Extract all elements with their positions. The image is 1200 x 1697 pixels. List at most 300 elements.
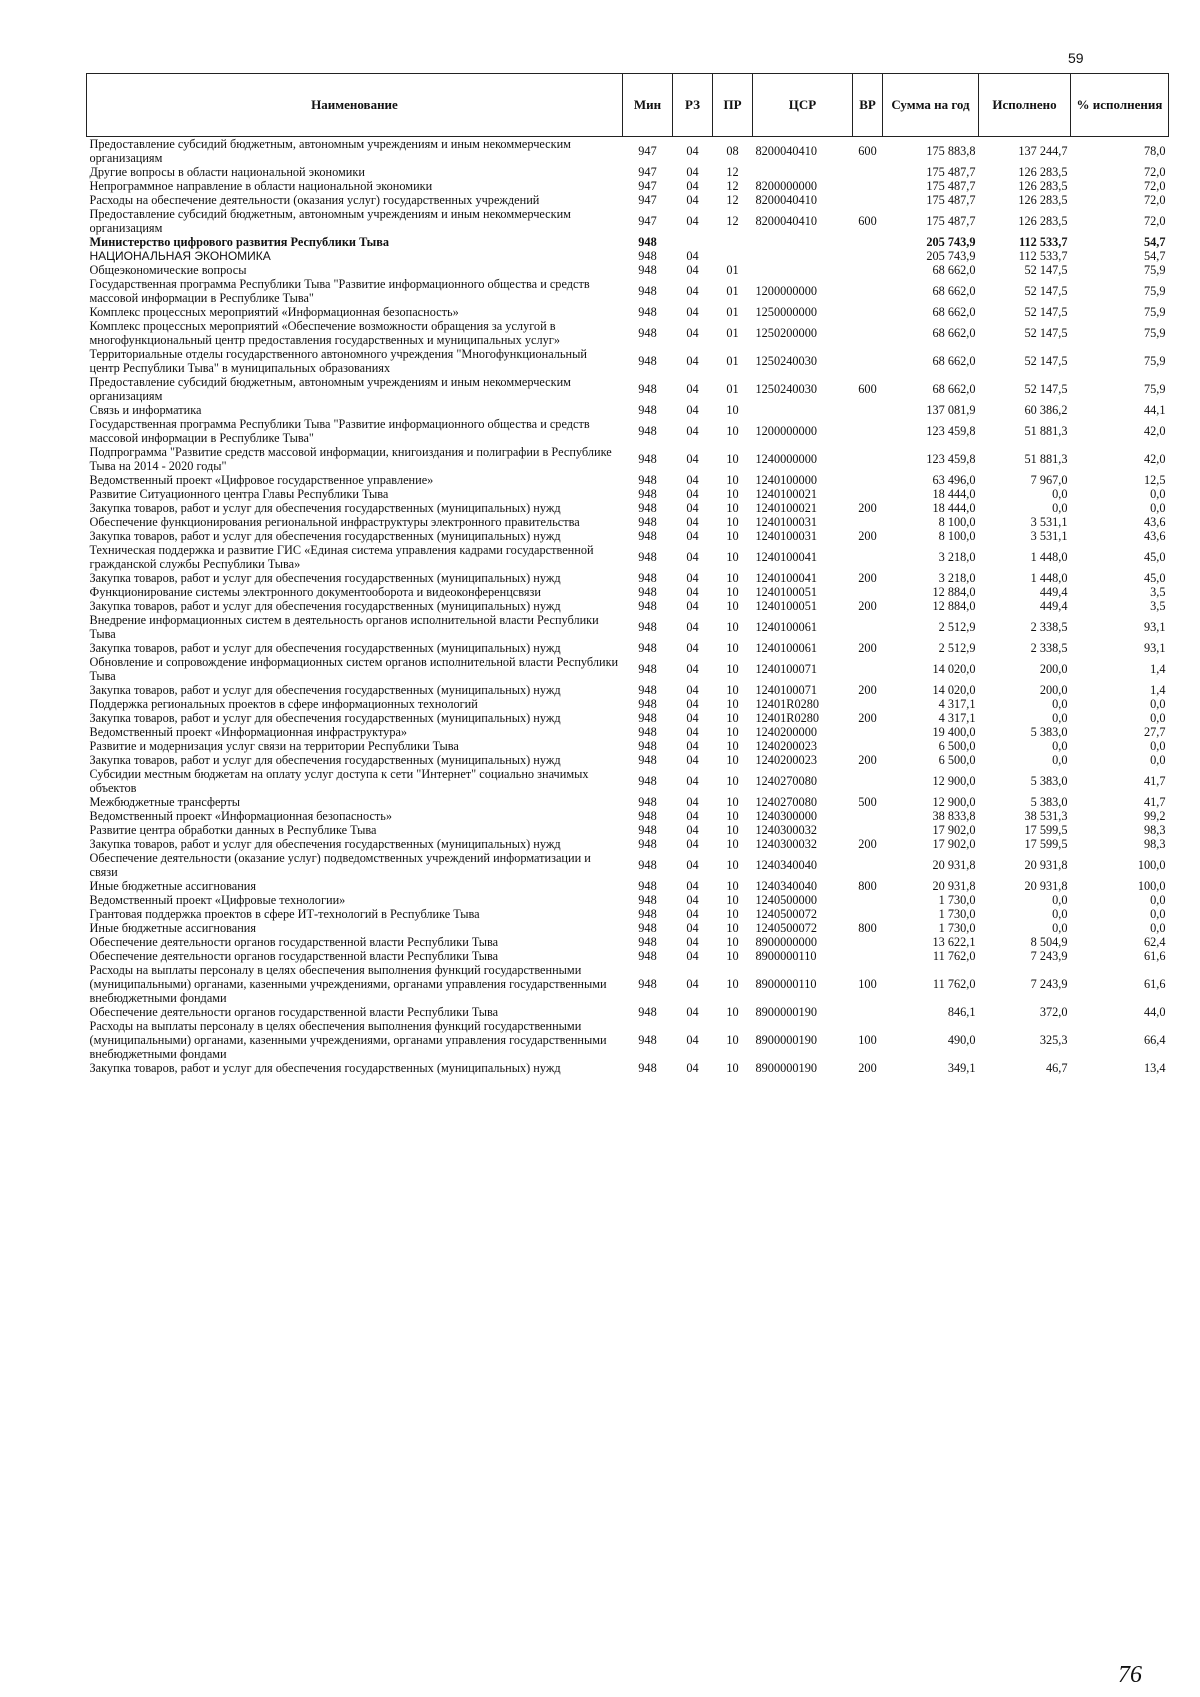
cell-executed: 52 147,5 — [1024, 354, 1068, 368]
table-row — [87, 921, 1169, 935]
cell-rz: 04 — [686, 382, 699, 396]
cell-csr: 1240300000 — [755, 809, 817, 823]
cell-name: Закупка товаров, работ и услуг для обеспечения государственных (муниципальных) нужд — [89, 641, 561, 655]
cell-csr: 1250200000 — [755, 326, 817, 340]
page-number: 59 — [1068, 50, 1084, 66]
cell-min: 948 — [638, 837, 657, 851]
cell-percent: 13,4 — [1143, 1061, 1166, 1075]
table-row — [87, 963, 1169, 1005]
cell-pr: 10 — [726, 473, 739, 487]
cell-executed: 112 533,7 — [1018, 249, 1068, 263]
cell-rz: 04 — [686, 179, 699, 193]
cell-sum: 12 900,0 — [932, 774, 976, 788]
cell-csr: 1240100071 — [755, 683, 817, 697]
cell-min: 948 — [638, 620, 657, 634]
cell-vr — [853, 809, 883, 823]
cell-min: 948 — [638, 452, 657, 466]
cell-csr: 1250240030 — [755, 382, 817, 396]
cell-csr: 8200040410 — [755, 193, 817, 207]
cell-sum: 175 487,7 — [926, 179, 976, 193]
cell-csr — [753, 403, 853, 417]
cell-min: 948 — [638, 515, 657, 529]
cell-sum: 68 662,0 — [932, 284, 976, 298]
cell-executed: 5 383,0 — [1030, 774, 1068, 788]
cell-vr — [853, 697, 883, 711]
cell-name: Закупка товаров, работ и услуг для обеспечения государственных (муниципальных) нужд — [89, 529, 561, 543]
cell-sum: 3 218,0 — [938, 571, 976, 585]
cell-sum: 20 931,8 — [932, 858, 976, 872]
cell-name: Другие вопросы в области национальной экономики — [89, 165, 365, 179]
cell-name: Предоставление субсидий бюджетным, автономным учреждениям и иным некоммерческим организациям — [89, 207, 571, 235]
cell-vr: 200 — [858, 501, 877, 515]
cell-percent: 0,0 — [1150, 501, 1166, 515]
cell-name: Ведомственный проект «Информационная безопасность» — [89, 809, 393, 823]
cell-csr — [753, 235, 853, 249]
cell-rz: 04 — [686, 879, 699, 893]
cell-percent: 44,0 — [1143, 1005, 1166, 1019]
cell-csr: 8200040410 — [755, 214, 817, 228]
cell-min: 948 — [638, 1061, 657, 1075]
budget-table — [86, 73, 1169, 1075]
cell-rz: 04 — [686, 424, 699, 438]
cell-percent: 62,4 — [1143, 935, 1166, 949]
cell-pr: 10 — [726, 662, 739, 676]
cell-executed: 60 386,2 — [1024, 403, 1068, 417]
cell-min: 948 — [638, 697, 657, 711]
table-row — [87, 305, 1169, 319]
cell-min: 948 — [638, 711, 657, 725]
cell-pr: 10 — [726, 977, 739, 991]
cell-rz: 04 — [686, 753, 699, 767]
cell-min: 948 — [638, 529, 657, 543]
cell-rz: 04 — [686, 403, 699, 417]
cell-executed: 372,0 — [1039, 1005, 1068, 1019]
cell-name: Непрограммное направление в области национальной экономики — [89, 179, 433, 193]
cell-percent: 43,6 — [1143, 515, 1166, 529]
cell-executed: 1 448,0 — [1030, 550, 1068, 564]
cell-vr — [853, 235, 883, 249]
table-row — [87, 655, 1169, 683]
cell-min: 948 — [638, 641, 657, 655]
table-row — [87, 571, 1169, 585]
cell-pr: 10 — [726, 795, 739, 809]
cell-executed: 0,0 — [1052, 753, 1068, 767]
table-row — [87, 193, 1169, 207]
cell-executed: 449,4 — [1039, 585, 1068, 599]
cell-csr: 1240100031 — [755, 515, 817, 529]
cell-executed: 3 531,1 — [1030, 515, 1068, 529]
cell-vr — [853, 305, 883, 319]
cell-vr — [853, 725, 883, 739]
header-vr: ВР — [853, 74, 883, 137]
cell-pr: 10 — [726, 753, 739, 767]
table-row — [87, 277, 1169, 305]
cell-executed: 0,0 — [1052, 921, 1068, 935]
cell-executed: 126 283,5 — [1018, 179, 1068, 193]
cell-name: Обеспечение деятельности органов государственной власти Республики Тыва — [89, 935, 499, 949]
cell-executed: 0,0 — [1052, 501, 1068, 515]
cell-percent: 78,0 — [1143, 144, 1166, 158]
cell-pr: 10 — [726, 515, 739, 529]
table-row — [87, 809, 1169, 823]
cell-csr: 1240100021 — [755, 501, 817, 515]
cell-sum: 6 500,0 — [938, 753, 976, 767]
cell-vr — [853, 277, 883, 305]
cell-pr: 10 — [726, 697, 739, 711]
cell-name: Закупка товаров, работ и услуг для обеспечения государственных (муниципальных) нужд — [89, 683, 561, 697]
cell-min: 947 — [638, 193, 657, 207]
cell-name: Закупка товаров, работ и услуг для обеспечения государственных (муниципальных) нужд — [89, 571, 561, 585]
cell-rz: 04 — [686, 550, 699, 564]
cell-executed: 2 338,5 — [1030, 641, 1068, 655]
cell-csr: 8200040410 — [755, 144, 817, 158]
table-row — [87, 501, 1169, 515]
cell-pr: 10 — [726, 809, 739, 823]
header-pr: ПР — [713, 74, 753, 137]
cell-sum: 38 833,8 — [932, 809, 976, 823]
header-csr: ЦСР — [753, 74, 853, 137]
cell-name: Расходы на выплаты персоналу в целях обеспечения выполнения функций государственными (муниципальными) органами, казенными учреждениями, органами управления государственными внебюджетными фондами — [89, 1019, 607, 1061]
cell-csr: 8900000190 — [755, 1061, 817, 1075]
cell-rz: 04 — [686, 949, 699, 963]
cell-executed: 20 931,8 — [1024, 858, 1068, 872]
cell-vr — [853, 851, 883, 879]
cell-pr: 10 — [726, 711, 739, 725]
cell-vr: 200 — [858, 837, 877, 851]
cell-min: 948 — [638, 879, 657, 893]
cell-sum: 17 902,0 — [932, 823, 976, 837]
cell-sum: 18 444,0 — [932, 487, 976, 501]
cell-vr — [853, 487, 883, 501]
cell-vr — [853, 445, 883, 473]
cell-name: Обеспечение деятельности (оказание услуг) подведомственных учреждений информатизации и связи — [89, 851, 591, 879]
cell-rz: 04 — [686, 214, 699, 228]
cell-csr: 8200000000 — [755, 179, 817, 193]
cell-pr: 10 — [726, 501, 739, 515]
cell-csr: 1240100071 — [755, 662, 817, 676]
cell-csr: 1240300032 — [755, 837, 817, 851]
cell-name: Поддержка региональных проектов в сфере информационных технологий — [89, 697, 478, 711]
cell-name: Обеспечение деятельности органов государственной власти Республики Тыва — [89, 1005, 499, 1019]
cell-vr — [853, 543, 883, 571]
table-row — [87, 837, 1169, 851]
cell-rz: 04 — [686, 774, 699, 788]
table-row — [87, 697, 1169, 711]
header-sum: Сумма на год — [883, 74, 979, 137]
cell-pr: 08 — [726, 144, 739, 158]
cell-percent: 0,0 — [1150, 893, 1166, 907]
cell-sum: 4 317,1 — [938, 697, 976, 711]
cell-percent: 0,0 — [1150, 921, 1166, 935]
cell-percent: 72,0 — [1143, 193, 1166, 207]
cell-executed: 7 967,0 — [1030, 473, 1068, 487]
cell-csr: 1240270080 — [755, 795, 817, 809]
cell-executed: 51 881,3 — [1024, 424, 1068, 438]
cell-csr: 1200000000 — [755, 284, 817, 298]
cell-executed: 112 533,7 — [1018, 235, 1068, 249]
cell-name: Общеэкономические вопросы — [89, 263, 247, 277]
cell-sum: 11 762,0 — [932, 977, 976, 991]
cell-percent: 93,1 — [1143, 620, 1166, 634]
cell-pr: 01 — [726, 305, 739, 319]
cell-percent: 3,5 — [1150, 585, 1166, 599]
header-name: Наименование — [87, 74, 623, 137]
cell-executed: 52 147,5 — [1024, 263, 1068, 277]
cell-vr: 200 — [858, 571, 877, 585]
cell-percent: 0,0 — [1150, 753, 1166, 767]
cell-csr: 1200000000 — [755, 424, 817, 438]
cell-pr: 12 — [726, 165, 739, 179]
cell-sum: 2 512,9 — [938, 620, 976, 634]
cell-name: Расходы на выплаты персоналу в целях обеспечения выполнения функций государственными (муниципальными) органами, казенными учреждениями, органами управления государственными внебюджетными фондами — [89, 963, 607, 1005]
cell-executed: 52 147,5 — [1024, 326, 1068, 340]
table-row — [87, 599, 1169, 613]
cell-percent: 41,7 — [1143, 795, 1166, 809]
table-row — [87, 683, 1169, 697]
cell-vr — [853, 613, 883, 641]
cell-name: Территориальные отделы государственного автономного учреждения "Многофункциональный центр Республики Тыва" в муниципальных образованиях — [89, 347, 587, 375]
cell-sum: 175 487,7 — [926, 193, 976, 207]
cell-name: Ведомственный проект «Информационная инфраструктура» — [89, 725, 408, 739]
cell-sum: 12 884,0 — [932, 585, 976, 599]
cell-name: Развитие центра обработки данных в Республике Тыва — [89, 823, 377, 837]
cell-rz: 04 — [686, 683, 699, 697]
header-min: Мин — [623, 74, 673, 137]
cell-vr: 200 — [858, 641, 877, 655]
cell-vr — [853, 907, 883, 921]
cell-name: Обеспечение деятельности органов государственной власти Республики Тыва — [89, 949, 499, 963]
cell-rz: 04 — [686, 515, 699, 529]
cell-min: 948 — [638, 795, 657, 809]
cell-rz: 04 — [686, 165, 699, 179]
cell-min: 948 — [638, 921, 657, 935]
cell-executed: 5 383,0 — [1030, 795, 1068, 809]
cell-percent: 100,0 — [1137, 879, 1166, 893]
cell-sum: 205 743,9 — [926, 235, 976, 249]
cell-executed: 7 243,9 — [1030, 977, 1068, 991]
cell-pr: 10 — [726, 620, 739, 634]
cell-vr — [853, 935, 883, 949]
cell-vr — [853, 347, 883, 375]
cell-csr — [753, 165, 853, 179]
cell-vr: 200 — [858, 529, 877, 543]
cell-vr — [853, 823, 883, 837]
cell-executed: 126 283,5 — [1018, 165, 1068, 179]
cell-percent: 45,0 — [1143, 571, 1166, 585]
cell-vr: 200 — [858, 599, 877, 613]
cell-pr: 10 — [726, 858, 739, 872]
cell-rz: 04 — [686, 795, 699, 809]
cell-percent: 42,0 — [1143, 452, 1166, 466]
cell-name: Ведомственный проект «Цифровое государственное управление» — [89, 473, 434, 487]
cell-executed: 38 531,3 — [1024, 809, 1068, 823]
cell-min: 948 — [638, 935, 657, 949]
cell-percent: 0,0 — [1150, 697, 1166, 711]
table-row — [87, 641, 1169, 655]
cell-name: Иные бюджетные ассигнования — [89, 921, 257, 935]
table-row — [87, 935, 1169, 949]
cell-vr — [853, 585, 883, 599]
cell-pr: 10 — [726, 529, 739, 543]
cell-csr: 1240100041 — [755, 550, 817, 564]
cell-percent: 75,9 — [1143, 354, 1166, 368]
cell-csr: 1240000000 — [755, 452, 817, 466]
cell-pr: 10 — [726, 837, 739, 851]
cell-pr: 10 — [726, 739, 739, 753]
cell-executed: 0,0 — [1052, 907, 1068, 921]
cell-pr: 10 — [726, 1033, 739, 1047]
cell-executed: 0,0 — [1052, 893, 1068, 907]
cell-min: 947 — [638, 165, 657, 179]
cell-sum: 349,1 — [947, 1061, 976, 1075]
cell-min: 948 — [638, 823, 657, 837]
cell-pr: 10 — [726, 452, 739, 466]
cell-pr — [713, 235, 753, 249]
cell-vr — [853, 1005, 883, 1019]
cell-pr: 10 — [726, 907, 739, 921]
cell-percent: 75,9 — [1143, 263, 1166, 277]
cell-csr: 1240270080 — [755, 774, 817, 788]
cell-percent: 72,0 — [1143, 214, 1166, 228]
cell-rz: 04 — [686, 921, 699, 935]
cell-rz: 04 — [686, 907, 699, 921]
cell-vr: 200 — [858, 753, 877, 767]
cell-executed: 52 147,5 — [1024, 305, 1068, 319]
cell-name: Ведомственный проект «Цифровые технологии» — [89, 893, 346, 907]
cell-pr: 10 — [726, 424, 739, 438]
cell-sum: 846,1 — [947, 1005, 976, 1019]
cell-pr: 12 — [726, 193, 739, 207]
table-row — [87, 1061, 1169, 1075]
table-row — [87, 879, 1169, 893]
cell-percent: 100,0 — [1137, 858, 1166, 872]
cell-sum: 14 020,0 — [932, 683, 976, 697]
cell-rz: 04 — [686, 473, 699, 487]
cell-sum: 8 100,0 — [938, 529, 976, 543]
cell-percent: 0,0 — [1150, 487, 1166, 501]
cell-vr: 800 — [858, 879, 877, 893]
cell-pr: 10 — [726, 893, 739, 907]
cell-min: 948 — [638, 550, 657, 564]
cell-pr: 10 — [726, 879, 739, 893]
table-row — [87, 375, 1169, 403]
cell-name: Межбюджетные трансферты — [89, 795, 241, 809]
cell-csr: 1240340040 — [755, 858, 817, 872]
cell-min: 948 — [638, 249, 657, 263]
cell-percent: 0,0 — [1150, 739, 1166, 753]
cell-rz: 04 — [686, 858, 699, 872]
cell-rz: 04 — [686, 711, 699, 725]
table-row — [87, 137, 1169, 166]
cell-executed: 3 531,1 — [1030, 529, 1068, 543]
cell-vr — [853, 767, 883, 795]
cell-rz: 04 — [686, 263, 699, 277]
cell-csr: 1240100051 — [755, 585, 817, 599]
table-row — [87, 725, 1169, 739]
cell-sum: 1 730,0 — [938, 893, 976, 907]
cell-sum: 14 020,0 — [932, 662, 976, 676]
cell-min: 948 — [638, 949, 657, 963]
cell-csr: 1240100021 — [755, 487, 817, 501]
cell-rz: 04 — [686, 193, 699, 207]
cell-min: 948 — [638, 284, 657, 298]
cell-sum: 175 487,7 — [926, 214, 976, 228]
cell-vr — [853, 319, 883, 347]
cell-pr: 10 — [726, 1061, 739, 1075]
cell-vr — [853, 739, 883, 753]
cell-sum: 68 662,0 — [932, 354, 976, 368]
header-percent: % исполнения — [1071, 74, 1169, 137]
cell-sum: 8 100,0 — [938, 515, 976, 529]
cell-csr: 1240100031 — [755, 529, 817, 543]
cell-csr: 1240200023 — [755, 753, 817, 767]
cell-sum: 19 400,0 — [932, 725, 976, 739]
table-row — [87, 403, 1169, 417]
cell-name: Внедрение информационных систем в деятельность органов исполнительной власти Республики Тыва — [89, 613, 599, 641]
cell-rz: 04 — [686, 697, 699, 711]
cell-name: Техническая поддержка и развитие ГИС «Единая система управления кадрами государственной гражданской службы Республики Тыва» — [89, 543, 594, 571]
table-row — [87, 417, 1169, 445]
table-row — [87, 319, 1169, 347]
cell-min: 948 — [638, 907, 657, 921]
cell-vr — [853, 515, 883, 529]
cell-sum: 18 444,0 — [932, 501, 976, 515]
table-row — [87, 711, 1169, 725]
cell-name: Государственная программа Республики Тыва "Развитие информационного общества и средств массовой информации в Республике Тыва" — [89, 417, 590, 445]
cell-pr — [713, 249, 753, 263]
cell-name: Закупка товаров, работ и услуг для обеспечения государственных (муниципальных) нужд — [89, 753, 561, 767]
cell-pr: 10 — [726, 921, 739, 935]
cell-rz: 04 — [686, 1033, 699, 1047]
cell-executed: 449,4 — [1039, 599, 1068, 613]
cell-executed: 51 881,3 — [1024, 452, 1068, 466]
cell-min: 948 — [638, 683, 657, 697]
table-row — [87, 207, 1169, 235]
cell-vr — [853, 165, 883, 179]
cell-min: 948 — [638, 599, 657, 613]
cell-csr: 8900000190 — [755, 1005, 817, 1019]
cell-min: 947 — [638, 179, 657, 193]
cell-csr: 1250000000 — [755, 305, 817, 319]
cell-sum: 68 662,0 — [932, 326, 976, 340]
cell-csr: 8900000000 — [755, 935, 817, 949]
cell-sum: 123 459,8 — [926, 424, 976, 438]
cell-pr: 01 — [726, 263, 739, 277]
cell-rz: 04 — [686, 1005, 699, 1019]
cell-name: Связь и информатика — [89, 403, 202, 417]
table-row — [87, 543, 1169, 571]
cell-percent: 93,1 — [1143, 641, 1166, 655]
cell-min: 948 — [638, 501, 657, 515]
cell-min: 948 — [638, 305, 657, 319]
cell-vr: 200 — [858, 711, 877, 725]
cell-min: 948 — [638, 571, 657, 585]
cell-name: Расходы на обеспечение деятельности (оказания услуг) государственных учреждений — [89, 193, 540, 207]
table-row — [87, 753, 1169, 767]
cell-pr: 10 — [726, 487, 739, 501]
cell-name: Закупка товаров, работ и услуг для обеспечения государственных (муниципальных) нужд — [89, 711, 561, 725]
cell-pr: 10 — [726, 935, 739, 949]
cell-pr: 10 — [726, 774, 739, 788]
cell-csr: 1240200000 — [755, 725, 817, 739]
cell-percent: 1,4 — [1150, 683, 1166, 697]
cell-rz: 04 — [686, 935, 699, 949]
cell-percent: 61,6 — [1143, 949, 1166, 963]
cell-executed: 200,0 — [1039, 683, 1068, 697]
cell-executed: 7 243,9 — [1030, 949, 1068, 963]
cell-name: Комплекс процессных мероприятий «Обеспечение возможности обращения за услугой в многофункциональный центр предоставления государственных и муниципальных услуг» — [89, 319, 560, 347]
cell-csr: 1240340040 — [755, 879, 817, 893]
